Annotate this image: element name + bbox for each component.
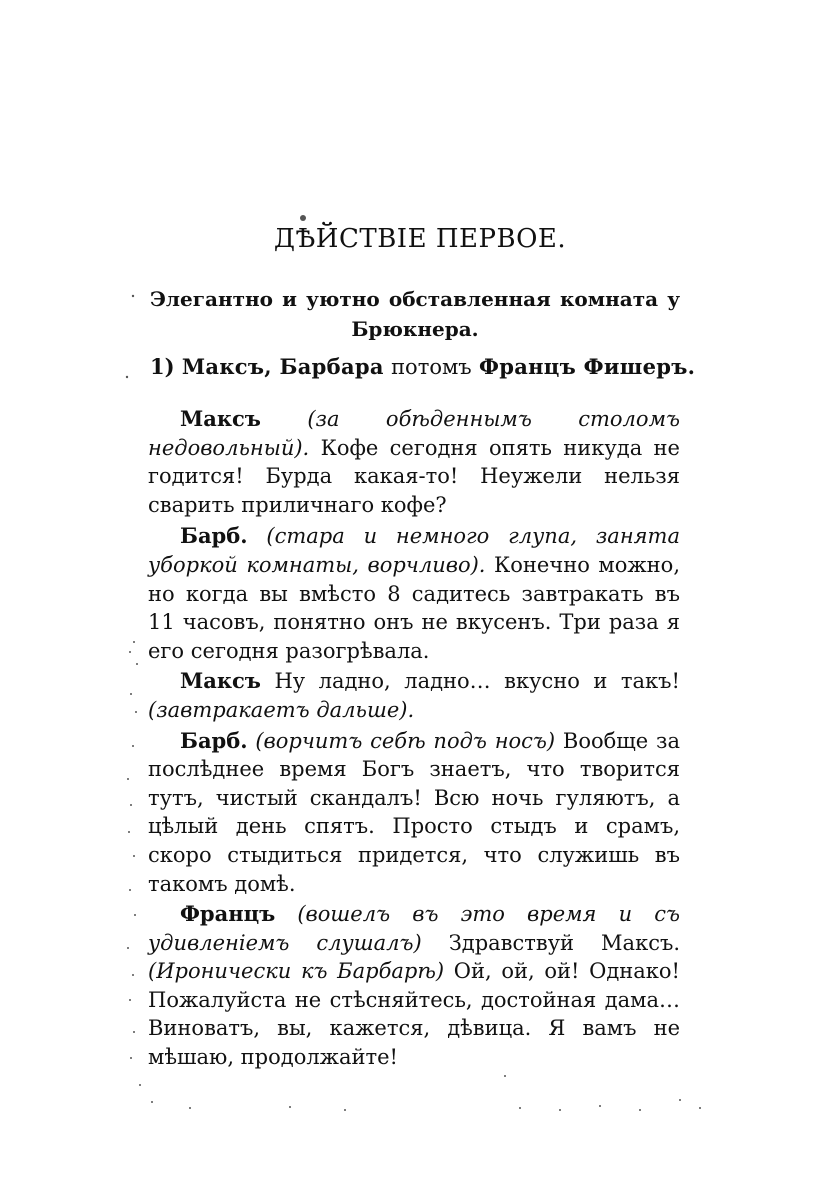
speaker-name: Францъ bbox=[180, 901, 276, 927]
dialogue-line bbox=[148, 667, 680, 724]
stage-direction: (завтракаетъ дальше). bbox=[148, 697, 415, 722]
scene-characters-later: Францъ Фишеръ. bbox=[478, 354, 696, 379]
act-title: ДѢЙСТВІЕ ПЕРВОЕ. bbox=[273, 224, 567, 254]
stage-direction: (ворчитъ себѣ подъ носъ) bbox=[255, 728, 556, 753]
line-text: Ой, ой, ой! Однако! Пожалуйста не стѣсняйтесь, достойная дама… Виноватъ, вы, кажется, дѣвица. Я вамъ не мѣшаю, продолжайте! bbox=[148, 959, 680, 1070]
dialogue-line bbox=[148, 900, 680, 1072]
scene-connector: потомъ bbox=[391, 355, 472, 379]
line-text: Вообще за послѣднее время Богъ знаетъ, что творится тутъ, чистый скандалъ! Всю ночь гуляютъ, а цѣлый день спятъ. Просто стыдъ и срамъ, скоро стыдиться придется, что служишь въ такомъ домѣ. bbox=[148, 728, 680, 896]
line-text: Кофе сегодня опять никуда не годится! Бурда какая-то! Неужели нельзя сварить приличнаго кофе? bbox=[148, 435, 680, 517]
line-text: Ну ладно, ладно… вкусно и такъ! bbox=[274, 669, 680, 694]
dialogue-line bbox=[148, 405, 680, 519]
line-text: Конечно можно, но когда вы вмѣсто 8 садитесь завтракать въ 11 часовъ, понятно онъ не вкусенъ. Три раза я его сегодня разогрѣвала. bbox=[148, 552, 680, 663]
scene-heading bbox=[150, 354, 696, 379]
scene-number: 1) bbox=[150, 354, 175, 379]
line-text: Здравствуй Максъ. bbox=[448, 930, 680, 955]
stage-direction: (Иронически къ Барбарѣ) bbox=[148, 959, 445, 984]
speaker-name: Барб. bbox=[180, 523, 248, 549]
stage-direction: (стара и немного глупа, занята уборкой комнаты, ворчливо). bbox=[148, 524, 680, 577]
dialogue-line bbox=[148, 727, 680, 899]
setting-description: Элегантно и уютно обставленная комната у Брюкнера. bbox=[150, 287, 680, 341]
stage-direction: (вошелъ въ это время и съ удивленіемъ слушалъ) bbox=[148, 902, 680, 955]
speaker-name: Барб. bbox=[180, 727, 248, 753]
dialogue-line bbox=[148, 522, 680, 665]
speaker-name: Максъ bbox=[180, 668, 261, 694]
scene-characters: Максъ, Барбара bbox=[181, 354, 384, 379]
stage-direction: (за обѣденнымъ столомъ недовольный). bbox=[148, 407, 680, 460]
dialogue bbox=[148, 405, 680, 1074]
speaker-name: Максъ bbox=[180, 406, 261, 431]
